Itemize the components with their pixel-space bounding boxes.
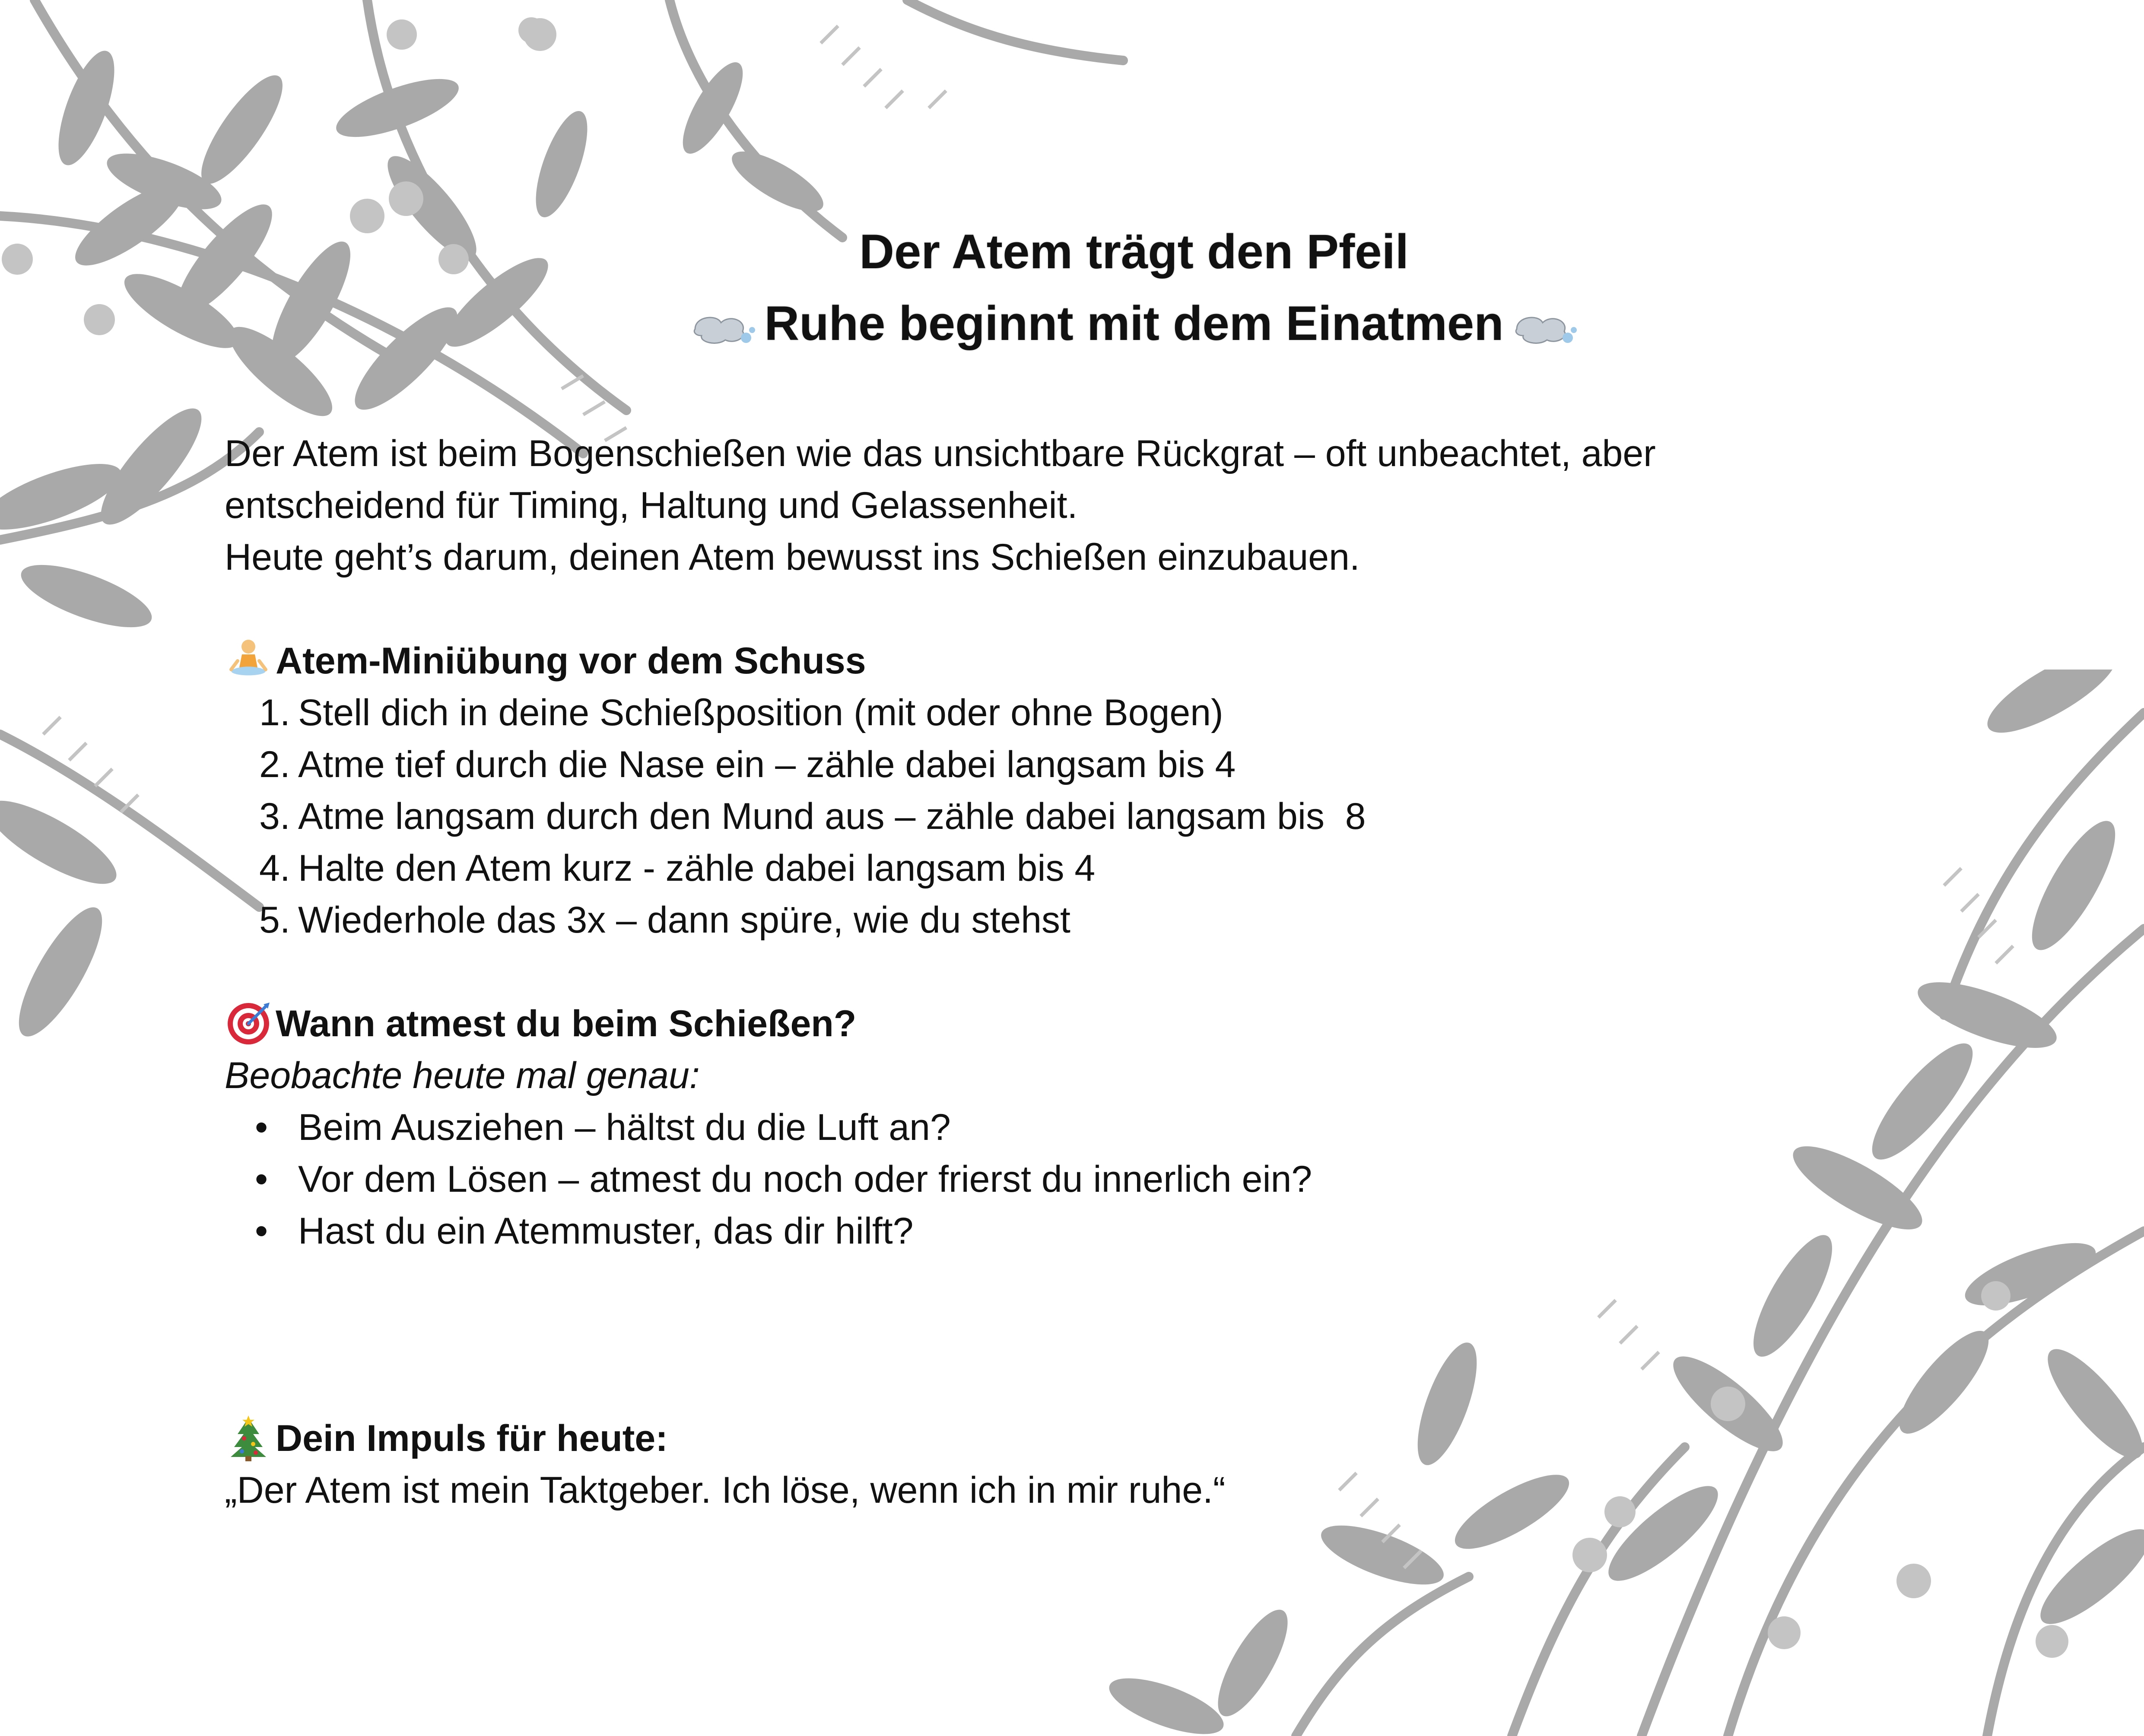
exercise-heading — [225, 635, 1823, 687]
list-item — [225, 687, 1823, 739]
title-line-2-text: Ruhe beginnt mit dem Einatmen — [764, 296, 1504, 350]
impulse-quote: „Der Atem ist mein Taktgeber. Ich löse, wenn ich in mir ruhe.“ — [225, 1469, 1226, 1511]
step-text: Halte den Atem kurz - zähle dabei langsam bis 4 — [298, 847, 1096, 889]
meditation-person-icon — [225, 637, 272, 685]
intro-line-1: Der Atem ist beim Bogenschießen wie das unsichtbare Rückgrat – oft unbeachtet, aber — [225, 433, 1656, 474]
step-number: 3. — [259, 796, 290, 837]
list-item — [225, 842, 1823, 894]
title-line-2 — [605, 288, 1663, 359]
dashing-away-icon — [1512, 308, 1577, 346]
intro-line-2: entscheidend für Timing, Haltung und Gelassenheit. — [225, 485, 1078, 526]
christmas-tree-icon — [225, 1415, 272, 1462]
step-number: 2. — [259, 744, 290, 785]
impulse-heading-text: Dein Impuls für heute: — [276, 1418, 668, 1459]
list-item — [225, 790, 1823, 842]
step-text: Wiederhole das 3x – dann spüre, wie du stehst — [298, 899, 1070, 941]
step-number: 5. — [259, 899, 290, 941]
step-number: 4. — [259, 847, 290, 889]
dashing-away-icon — [691, 308, 756, 346]
impulse-heading — [225, 1412, 1823, 1464]
question-heading — [225, 998, 1823, 1050]
step-text: Atme langsam durch den Mund aus – zähle dabei langsam bis 8 — [298, 796, 1366, 837]
list-item — [225, 894, 1823, 946]
bullseye-icon — [225, 1000, 272, 1047]
title-block — [605, 216, 1663, 359]
list-item: • Vor dem Lösen – atmest du noch oder frierst du innerlich ein? — [225, 1153, 1823, 1205]
intro-line-3: Heute geht’s darum, deinen Atem bewusst ins Schießen einzubauen. — [225, 536, 1360, 578]
list-item: • Hast du ein Atemmuster, das dir hilft? — [225, 1205, 1823, 1257]
main-content — [225, 428, 1823, 1516]
step-text: Atme tief durch die Nase ein – zähle dabei langsam bis 4 — [298, 744, 1236, 785]
list-item — [225, 739, 1823, 790]
exercise-heading-text: Atem-Miniübung vor dem Schuss — [276, 640, 866, 682]
step-number: 1. — [259, 692, 290, 733]
step-text: Stell dich in deine Schießposition (mit oder ohne Bogen) — [298, 692, 1223, 733]
exercise-steps — [225, 687, 1823, 946]
question-heading-text: Wann atmest du beim Schießen? — [276, 1003, 857, 1044]
title-line-1: Der Atem trägt den Pfeil — [859, 225, 1409, 279]
question-bullets — [225, 1101, 1823, 1257]
question-subtitle: Beobachte heute mal genau: — [225, 1055, 700, 1096]
list-item: • Beim Ausziehen – hältst du die Luft an? — [225, 1101, 1823, 1153]
